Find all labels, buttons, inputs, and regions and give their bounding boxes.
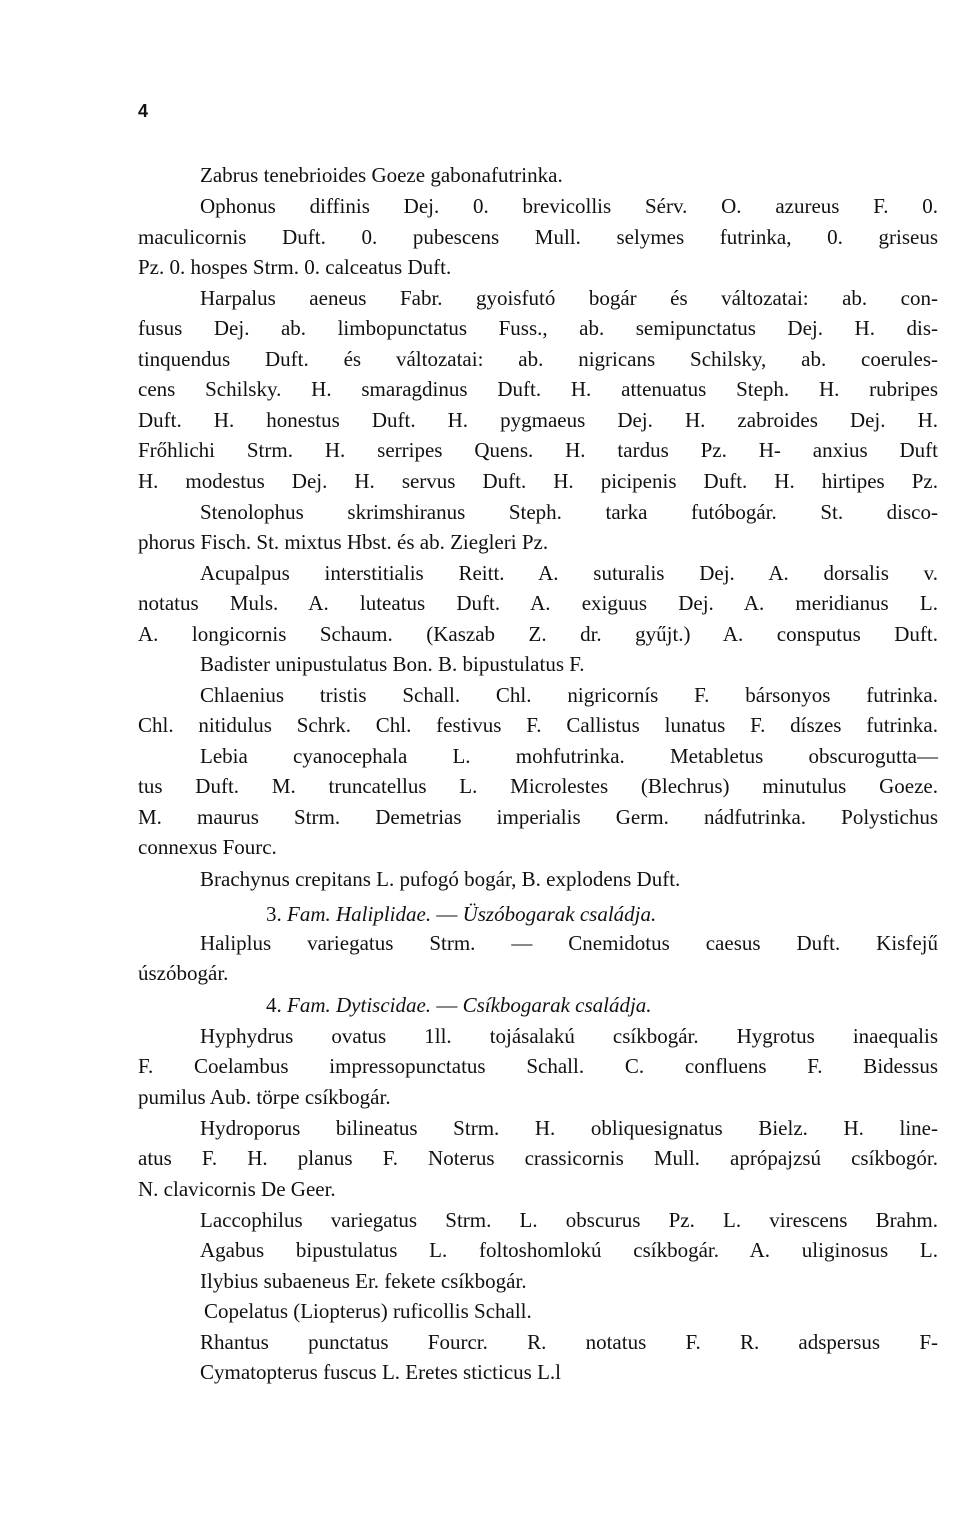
text-line: Agabus bipustulatus L. foltoshomlokú csíkbogár. A. uliginosus L. xyxy=(200,1238,938,1262)
text-line: Hydroporus bilineatus Strm. H. obliquesignatus Bielz. H. line- xyxy=(200,1116,938,1140)
text-line: Stenolophus skrimshiranus Steph. tarka futóbogár. St. disco- xyxy=(200,500,938,524)
family-heading xyxy=(266,900,656,928)
text-line: fusus Dej. ab. limbopunctatus Fuss., ab. semipunctatus Dej. H. dis- xyxy=(138,316,938,340)
text-line: phorus Fisch. St. mixtus Hbst. és ab. Ziegleri Pz. xyxy=(138,530,549,554)
family-dash: — xyxy=(436,902,458,926)
text-line: cens Schilsky. H. smaragdinus Duft. H. attenuatus Steph. H. rubripes xyxy=(138,377,938,401)
text-line: Lebia cyanocephala L. mohfutrinka. Metabletus obscurogutta— xyxy=(200,744,938,768)
text-line: Laccophilus variegatus Strm. L. obscurus Pz. L. virescens Brahm. xyxy=(200,1208,938,1232)
text-line: Chlaenius tristis Schall. Chl. nigricornís F. bársonyos futrinka. xyxy=(200,683,938,707)
family-abbrev: Fam. xyxy=(287,902,331,926)
family-dash: — xyxy=(436,993,458,1017)
text-line: Duft. H. honestus Duft. H. pygmaeus Dej. H. zabroides Dej. H. xyxy=(138,408,938,432)
family-abbrev: Fam. xyxy=(287,993,331,1017)
text-line: A. longicornis Schaum. (Kaszab Z. dr. gyűjt.) A. consputus Duft. xyxy=(138,622,938,646)
family-hungarian-name: Csíkbogarak családja. xyxy=(462,993,652,1017)
text-line: connexus Fourc. xyxy=(138,835,277,859)
text-line: Rhantus punctatus Fourcr. R. notatus F. R. adspersus F- xyxy=(200,1330,938,1354)
family-heading xyxy=(266,991,652,1019)
text-line: Copelatus (Liopterus) ruficollis Schall. xyxy=(204,1299,532,1323)
text-line: atus F. H. planus F. Noterus crassicornis Mull. aprópajzsú csíkbogór. xyxy=(138,1146,938,1170)
text-line: Haliplus variegatus Strm. — Cnemidotus caesus Duft. Kisfejű xyxy=(200,931,938,955)
text-line: Acupalpus interstitialis Reitt. A. suturalis Dej. A. dorsalis v. xyxy=(200,561,938,585)
text-line: Frőhlichi Strm. H. serripes Quens. H. tardus Pz. H- anxius Duft xyxy=(138,438,938,462)
text-line: úszóbogár. xyxy=(138,961,229,985)
text-line: Hyphydrus ovatus 1ll. tojásalakú csíkbogár. Hygrotus inaequalis xyxy=(200,1024,938,1048)
text-line: Pz. 0. hospes Strm. 0. calceatus Duft. xyxy=(138,255,452,279)
text-line: Ilybius subaeneus Er. fekete csíkbogár. xyxy=(200,1269,527,1293)
text-line: notatus Muls. A. luteatus Duft. A. exiguus Dej. A. meridianus L. xyxy=(138,591,938,615)
family-number: 4. xyxy=(266,993,282,1017)
text-line: N. clavicornis De Geer. xyxy=(138,1177,336,1201)
text-line: tus Duft. M. truncatellus L. Microlestes (Blechrus) minutulus Goeze. xyxy=(138,774,938,798)
family-latin-name: Dytiscidae. xyxy=(336,993,432,1017)
text-line: H. modestus Dej. H. servus Duft. H. picipenis Duft. H. hirtipes Pz. xyxy=(138,469,938,493)
text-line: Zabrus tenebrioides Goeze gabonafutrinka. xyxy=(200,163,563,187)
text-line: M. maurus Strm. Demetrias imperialis Germ. nádfutrinka. Polystichus xyxy=(138,805,938,829)
text-line: Harpalus aeneus Fabr. gyoisfutó bogár és változatai: ab. con- xyxy=(200,286,938,310)
family-hungarian-name: Üszóbogarak családja. xyxy=(462,902,657,926)
text-line: F. Coelambus impressopunctatus Schall. C. confluens F. Bidessus xyxy=(138,1054,938,1078)
text-line: Chl. nitidulus Schrk. Chl. festivus F. Callistus lunatus F. díszes futrinka. xyxy=(138,713,938,737)
text-line: Brachynus crepitans L. pufogó bogár, B. explodens Duft. xyxy=(200,867,681,891)
text-line: maculicornis Duft. 0. pubescens Mull. selymes futrinka, 0. griseus xyxy=(138,225,938,249)
text-line: pumilus Aub. törpe csíkbogár. xyxy=(138,1085,391,1109)
text-line: Badister unipustulatus Bon. B. bipustulatus F. xyxy=(200,652,585,676)
family-number: 3. xyxy=(266,902,282,926)
page-number: 4 xyxy=(138,101,149,121)
text-line: Cymatopterus fuscus L. Eretes sticticus L.l xyxy=(200,1360,562,1384)
family-latin-name: Haliplidae. xyxy=(336,902,432,926)
text-line: tinquendus Duft. és változatai: ab. nigricans Schilsky, ab. coerules- xyxy=(138,347,938,371)
text-line: Ophonus diffinis Dej. 0. brevicollis Sérv. O. azureus F. 0. xyxy=(200,194,938,218)
